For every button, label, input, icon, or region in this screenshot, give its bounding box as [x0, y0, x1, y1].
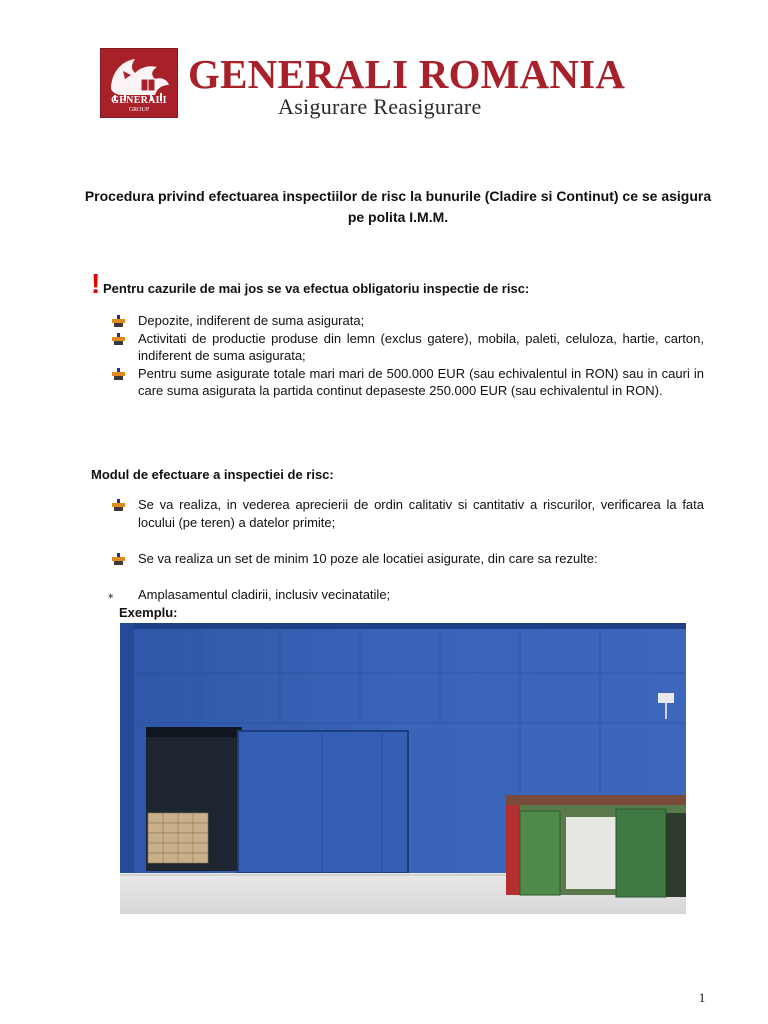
document-title: Procedura privind efectuarea inspectiilor de risc la bunurile (Cladire si Continut) ce se asigura pe polita I.M.M. [84, 188, 712, 225]
bullet-icon [112, 553, 125, 565]
page-number: 1 [698, 990, 706, 1005]
list-item [112, 550, 704, 568]
list-item [112, 496, 704, 531]
procedure-list-2 [112, 550, 704, 568]
procedure-text: Se va realiza, in vederea aprecierii de ordin calitativ si cantitativ a riscurilor, verificarea la fata locului (pe teren) a datelor primite; [138, 497, 704, 530]
warehouse-photo [120, 623, 686, 914]
exclamation-icon: ! [91, 268, 101, 299]
company-logo [100, 48, 662, 124]
list-item [112, 365, 704, 400]
case-text: Depozite, indiferent de suma asigurata; [138, 313, 365, 328]
warning-line [91, 270, 711, 300]
procedure-list [112, 496, 704, 531]
bullet-icon [112, 499, 125, 511]
list-item [112, 312, 704, 330]
bullet-icon [112, 368, 125, 380]
example-label: Exemplu: [119, 605, 178, 620]
photo-requirement-item [108, 586, 708, 604]
generali-lion-seal [100, 48, 178, 118]
bullet-icon [112, 315, 125, 327]
asterisk-icon: ⁎ [108, 589, 114, 601]
case-text: Activitati de productie produse din lemn (exclus gatere), mobila, paleti, celuloza, hartie, carton, indiferent de suma asigurata; [138, 330, 704, 363]
procedure-text: Se va realiza un set de minim 10 poze ale locatiei asigurate, din care sa rezulte: [138, 551, 598, 566]
seal-group-text: GROUP [128, 107, 150, 113]
brand-subtitle: Asigurare Reasigurare [278, 94, 482, 119]
inspection-cases-list [112, 312, 704, 400]
warning-text: Pentru cazurile de mai jos se va efectua obligatoriu inspectie de risc: [103, 281, 530, 296]
photo-requirement-text: Amplasamentul cladirii, inclusiv vecinatatile; [138, 587, 391, 602]
warehouse-illustration [120, 623, 686, 914]
section-heading: Modul de efectuare a inspectiei de risc: [91, 467, 334, 482]
case-text: Pentru sume asigurate totale mari mari de 500.000 EUR (sau echivalentul in RON) sau in cauri in care suma asigurata la partida continut depaseste 250.000 EUR (sau echivalentul in RON). [138, 365, 704, 398]
brand-name: GENERALI ROMANIA [188, 51, 626, 97]
seal-brand-text: GENERALI [111, 95, 167, 106]
list-item [112, 330, 704, 365]
bullet-icon [112, 333, 125, 345]
